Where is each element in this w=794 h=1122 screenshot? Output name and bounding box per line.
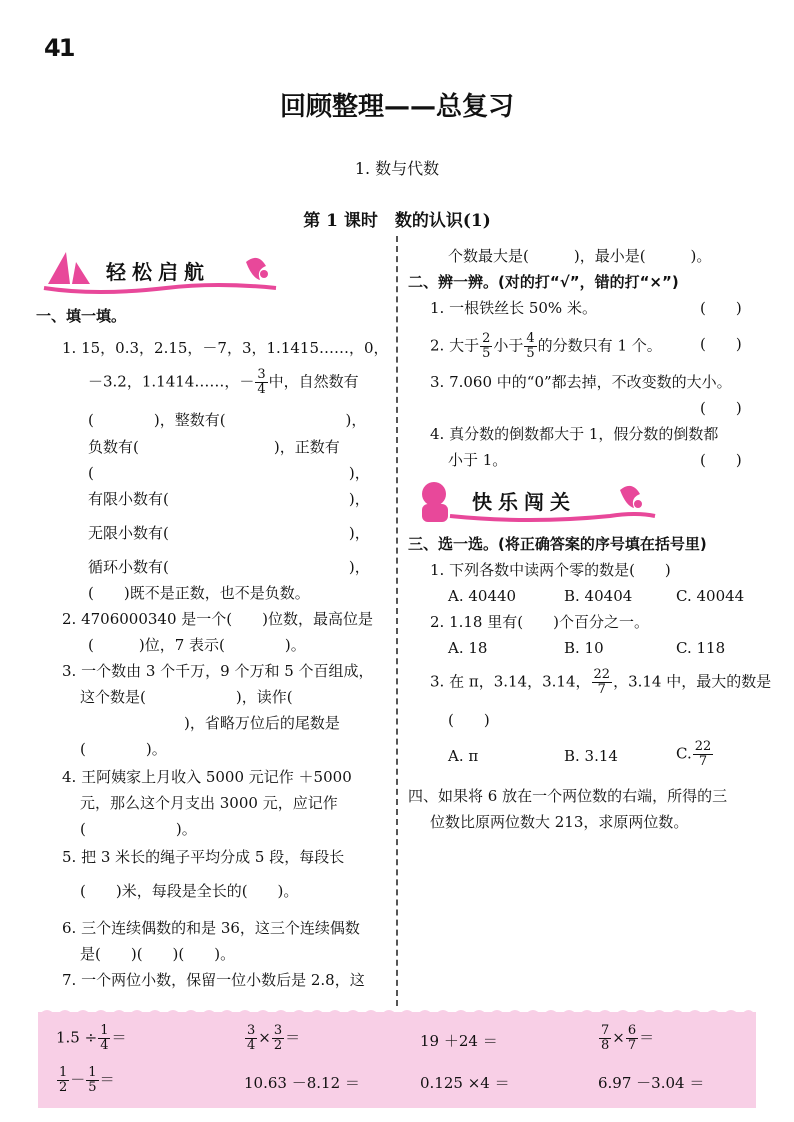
page-title: 回顾整理——总复习 <box>279 92 514 122</box>
fraction-num: 1 <box>88 1065 97 1080</box>
fraction-den: 7 <box>627 1038 637 1053</box>
choose-3-post: ，3.14 中，最大的数是 <box>613 672 772 691</box>
banner-easy-start <box>36 244 286 300</box>
calc-text: － <box>70 1070 86 1089</box>
q1-line-i: ( )既不是正数，也不是负数。 <box>88 584 310 602</box>
judge-1: 1. 一根铁丝长 50% 米。 <box>430 299 597 317</box>
q1-line-h: 循环小数有( )， <box>88 558 370 576</box>
fraction-num: 4 <box>526 331 535 346</box>
fraction-den: 4 <box>257 382 266 397</box>
calc-r2c2: 10.63 －8.12 ＝ <box>244 1074 360 1092</box>
q1-line-g: 无限小数有( )， <box>88 524 370 542</box>
fraction <box>524 332 536 361</box>
choose-3-option-b: B. 3.14 <box>564 747 618 765</box>
fraction <box>626 1024 638 1053</box>
q1-line-c: ( )，整数有( )， <box>88 411 367 429</box>
section-choose: 三、选一选。(将正确答案的序号填在括号里) <box>408 535 707 553</box>
q2-line-a: 2. 4706000340 是一个( )位数，最高位是 <box>62 610 373 628</box>
q7-line-b: 个数最大是( )，最小是( )。 <box>448 247 712 265</box>
q1-line-b <box>88 368 359 397</box>
fraction-num: 3 <box>257 367 266 382</box>
choose-3-pre: 3. 在 π，3.14，3.14， <box>430 672 591 691</box>
q7-line-a: 7. 一个两位小数，保留一位小数后是 2.8，这 <box>62 971 365 989</box>
fraction <box>272 1024 284 1053</box>
fraction-num: 3 <box>247 1023 256 1038</box>
fraction-den: 7 <box>698 754 708 769</box>
q6-line-a: 6. 三个连续偶数的和是 36，这三个连续偶数 <box>62 919 360 937</box>
lesson-title: 第 1 课时 数的认识(1) <box>303 211 491 231</box>
choose-3 <box>430 668 771 697</box>
judge-1-answer: ( ) <box>700 299 742 317</box>
q1-line-e: ( )， <box>88 464 370 482</box>
fraction-num: 1 <box>59 1065 68 1080</box>
choose-2-option-b: B. 10 <box>564 639 604 657</box>
fraction-num: 2 <box>482 331 491 346</box>
judge-2-answer: ( ) <box>700 335 742 353</box>
choose-3-option-a: A. π <box>448 747 479 765</box>
choose-1-option-c: C. 40044 <box>676 587 745 605</box>
judge-2-post: 的分数只有 1 个。 <box>537 336 662 355</box>
fraction <box>86 1066 98 1095</box>
fraction-num: 1 <box>100 1023 109 1038</box>
fraction-num: 22 <box>694 739 712 754</box>
judge-4-answer: ( ) <box>700 451 742 469</box>
judge-2-mid: 小于 <box>493 336 524 355</box>
choose-1-option-b: B. 40404 <box>564 587 633 605</box>
judge-3-answer: ( ) <box>700 399 742 417</box>
calc-r1c1 <box>56 1024 127 1053</box>
calc-r2c3: 0.125 ×4 ＝ <box>420 1074 510 1092</box>
q1-line-b-pre: －3.2，1.1414……，－ <box>88 372 255 391</box>
choose-1: 1. 下列各数中读两个零的数是( ) <box>430 561 671 579</box>
section-judge: 二、辨一辨。(对的打“√”，错的打“×”) <box>408 273 679 291</box>
calc-text: × <box>612 1028 625 1047</box>
fraction <box>480 332 492 361</box>
q1-line-a: 1. 15，0.3，2.15，－7，3，1.1415……，0， <box>62 339 389 357</box>
q2-line-b: ( )位，7 表示( )。 <box>88 636 306 654</box>
calc-text: 1.5 ÷ <box>56 1028 98 1047</box>
section-problem-line-b: 位数比原两位数大 213，求原两位数。 <box>430 813 689 831</box>
fraction-den: 2 <box>59 1080 68 1095</box>
fraction <box>693 740 714 769</box>
fraction-num: 7 <box>601 1023 610 1038</box>
fraction <box>592 668 613 697</box>
banner-happy-challenge-text: 快乐闯关 <box>472 490 576 514</box>
fraction-num: 22 <box>593 667 611 682</box>
fraction-num: 6 <box>627 1023 637 1038</box>
fraction <box>599 1024 611 1053</box>
judge-3: 3. 7.060 中的“0”都去掉，不改变数的大小。 <box>430 373 732 391</box>
fraction-den: 4 <box>100 1038 109 1053</box>
choose-2-option-a: A. 18 <box>448 639 488 657</box>
page-number: 41 <box>44 34 74 62</box>
q1-line-b-post: 中，自然数有 <box>268 372 359 391</box>
calc-text: ＝ <box>639 1028 655 1047</box>
q6-line-b: 是( )( )( )。 <box>80 945 236 963</box>
judge-4-line-b: 小于 1。 <box>448 451 508 469</box>
q4-line-a: 4. 王阿姨家上月收入 5000 元记作 ＋5000 <box>62 768 352 786</box>
choose-3-option-c <box>676 740 714 769</box>
choose-2-option-c: C. 118 <box>676 639 726 657</box>
banner-happy-challenge <box>410 476 660 532</box>
calc-text: ＝ <box>285 1028 301 1047</box>
fraction <box>255 368 267 397</box>
calc-r2c1 <box>56 1066 115 1095</box>
choose-2: 2. 1.18 里有( )个百分之一。 <box>430 613 649 631</box>
judge-4-line-a: 4. 真分数的倒数都大于 1，假分数的倒数都 <box>430 425 719 443</box>
q3-line-a: 3. 一个数由 3 个千万，9 个万和 5 个百组成， <box>62 662 374 680</box>
q3-line-d: ( )。 <box>80 740 167 758</box>
banner-easy-start-text: 轻松启航 <box>106 260 210 284</box>
choose-3-option-c-label: C. <box>676 744 692 763</box>
q5-line-b: ( )米，每段是全长的( )。 <box>80 882 299 900</box>
q4-line-b: 元，那么这个月支出 3000 元，应记作 <box>80 794 338 812</box>
choose-3-answer: ( ) <box>448 711 490 729</box>
section-problem-line-a: 四、如果将 6 放在一个两位数的右端，所得的三 <box>408 787 728 805</box>
calc-text: × <box>258 1028 271 1047</box>
fraction-den: 5 <box>482 346 491 361</box>
fraction-den: 7 <box>597 682 606 697</box>
q3-line-b: 这个数是( )，读作( <box>80 688 293 706</box>
column-divider <box>396 236 398 1006</box>
q4-line-c: ( )。 <box>80 820 197 838</box>
fraction-den: 5 <box>526 346 535 361</box>
fraction-den: 4 <box>247 1038 256 1053</box>
fraction-den: 2 <box>273 1038 283 1053</box>
section-fill-in: 一、填一填。 <box>36 307 127 325</box>
q1-line-f: 有限小数有( )， <box>88 490 370 508</box>
calc-text: ＝ <box>111 1028 127 1047</box>
q3-line-c: )，省略万位后的尾数是 <box>184 714 340 732</box>
fraction-num: 3 <box>273 1023 283 1038</box>
calc-r2c4: 6.97 －3.04 ＝ <box>598 1074 705 1092</box>
fraction-den: 8 <box>601 1038 610 1053</box>
calc-r1c3: 19 ＋24 ＝ <box>420 1032 498 1050</box>
fraction <box>245 1024 257 1053</box>
fraction <box>57 1066 69 1095</box>
calc-r1c2 <box>244 1024 300 1053</box>
choose-1-option-a: A. 40440 <box>448 587 517 605</box>
calc-text: ＝ <box>99 1070 115 1089</box>
fraction <box>98 1024 110 1053</box>
judge-2 <box>430 332 662 361</box>
judge-2-pre: 2. 大于 <box>430 336 480 355</box>
fraction-den: 5 <box>88 1080 97 1095</box>
section-subtitle: 1. 数与代数 <box>354 159 440 178</box>
calc-r1c4 <box>598 1024 654 1053</box>
q5-line-a: 5. 把 3 米长的绳子平均分成 5 段，每段长 <box>62 848 345 866</box>
q1-line-d: 负数有( )，正数有 <box>88 438 340 456</box>
